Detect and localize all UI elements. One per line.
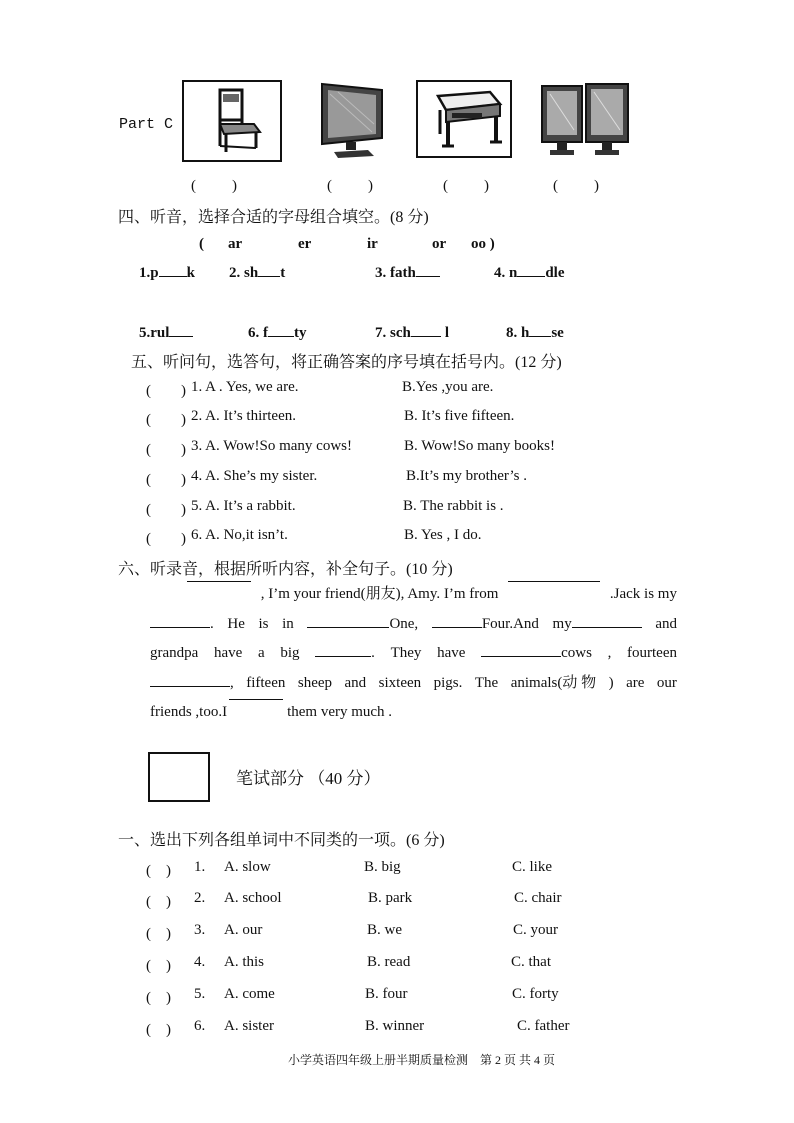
letter-option: er [298, 236, 312, 252]
passage-text: ) [608, 674, 614, 691]
passage-text: and [655, 615, 677, 632]
fill-item-pre: 6. f [248, 325, 268, 341]
fill-item [139, 325, 193, 342]
option-a: 3. A. Wow!So many cows! [191, 438, 353, 454]
fill-blank[interactable] [508, 580, 600, 582]
question-number: 3. [194, 922, 206, 938]
question-number: 1. [194, 859, 206, 875]
fill-item-pre: 5.rul [139, 325, 170, 341]
passage-line [150, 639, 677, 669]
answer-paren-4[interactable]: ( ) [553, 178, 601, 194]
passage-text: They [390, 645, 422, 661]
passage-text: 动 物 [562, 674, 597, 691]
passage-text: them very much . [287, 704, 393, 720]
part-c-label: Part C [119, 116, 174, 133]
option-c: C. that [511, 954, 551, 970]
option-b: B.It’s my brother’s . [406, 468, 527, 484]
option-a: 5. A. It’s a rabbit. [191, 498, 296, 514]
chair-picture [182, 80, 282, 162]
option-c: C. father [517, 1018, 570, 1034]
passage-text: in [282, 615, 294, 632]
answer-paren[interactable]: ( ) [146, 1022, 171, 1038]
fill-item-post: dle [545, 265, 565, 281]
desk-picture [416, 80, 512, 158]
option-a: A. slow [224, 859, 271, 875]
passage-text: pigs. [433, 674, 463, 691]
fill-blank[interactable] [258, 275, 280, 277]
passage-text: are [626, 674, 645, 691]
option-b: B. park [368, 890, 413, 906]
option-b: B. we [367, 922, 402, 938]
passage-line [150, 580, 677, 610]
option-b: B. Wow!So many books! [404, 438, 556, 454]
passage-text: , I’m your friend(朋友), Amy. I’m from [260, 586, 499, 602]
passage-text: animals( [510, 674, 563, 691]
passage-text: , [230, 674, 234, 691]
passage-text: He [227, 615, 245, 632]
section5-title: 五、听问句，选答句，将正确答案的序号填在括号内。(12 分) [131, 354, 562, 371]
option-a: 1. A . Yes, we are. [191, 379, 299, 395]
passage-text: fifteen [246, 674, 286, 691]
option-b: B. It’s five fifteen. [404, 408, 515, 424]
letter-option: oo ) [471, 236, 495, 252]
fill-item-pre: 4. n [494, 265, 518, 281]
fill-blank[interactable] [169, 335, 193, 337]
fill-item-pre: 2. sh [229, 265, 259, 281]
passage-line [150, 610, 677, 640]
passage-text: cows [561, 645, 592, 661]
option-b: B.Yes ,you are. [402, 379, 494, 395]
option-b: B. The rabbit is . [403, 498, 504, 514]
fill-item [248, 325, 307, 342]
passage-text: friends ,too.I [150, 704, 228, 720]
answer-paren[interactable]: ( ) [146, 958, 171, 974]
fill-item-pre: 8. h [506, 325, 530, 341]
passage-text: Four.And [481, 615, 539, 632]
fill-blank[interactable] [187, 580, 251, 582]
option-a: A. this [224, 954, 265, 970]
computers-picture [540, 80, 630, 158]
score-box[interactable] [148, 752, 210, 802]
section1-title: 一、选出下列各组单词中不同类的一项。(6 分) [118, 832, 445, 849]
fill-blank[interactable] [416, 275, 440, 277]
option-b: B. big [364, 859, 401, 875]
fill-item-post: ty [294, 325, 307, 341]
option-b: B. four [365, 986, 408, 1002]
fill-item-post: k [186, 265, 195, 281]
fill-blank[interactable] [268, 335, 294, 337]
answer-paren[interactable]: ( ) [146, 990, 171, 1006]
answer-paren-2[interactable]: ( ) [327, 178, 375, 194]
option-b: B. Yes , I do. [404, 527, 482, 543]
written-part-title: 笔试部分 （40 分） [236, 769, 381, 788]
passage-text: and [344, 674, 367, 691]
option-c: C. your [513, 922, 558, 938]
answer-paren[interactable]: ( ) [146, 472, 186, 488]
letter-option: ar [228, 236, 243, 252]
option-a: 2. A. It’s thirteen. [191, 408, 296, 424]
option-b: B. winner [365, 1018, 425, 1034]
answer-paren[interactable]: ( ) [146, 442, 186, 458]
passage-text: . [371, 645, 375, 661]
option-b: B. read [367, 954, 411, 970]
page-footer: 小学英语四年级上册半期质量检测 第 2 页 共 4 页 [288, 1053, 556, 1067]
option-a: 4. A. She’s my sister. [191, 468, 318, 484]
fill-item-post: se [551, 325, 564, 341]
passage-text: have [213, 645, 243, 661]
option-a: A. school [224, 890, 282, 906]
passage-text: sixteen [378, 674, 422, 691]
passage [150, 580, 677, 728]
fill-blank[interactable] [572, 626, 642, 628]
section4-title: 四、听音，选择合适的字母组合填空。(8 分) [118, 209, 429, 226]
fill-blank[interactable] [411, 335, 441, 337]
fill-blank[interactable] [307, 626, 389, 628]
passage-text: . [210, 615, 214, 632]
desk-icon [418, 82, 510, 156]
letter-option: ( [199, 236, 204, 252]
fill-blank[interactable] [517, 275, 545, 277]
answer-paren[interactable]: ( ) [146, 502, 186, 518]
passage-text: , [607, 645, 612, 661]
fill-item-pre: 7. sch [375, 325, 411, 341]
answer-paren[interactable]: ( ) [146, 412, 186, 428]
fill-item [229, 265, 285, 282]
fill-item-post: l [444, 325, 450, 341]
passage-text: grandpa [150, 645, 199, 661]
passage-text: my [552, 615, 572, 632]
fill-blank[interactable] [150, 685, 230, 687]
fill-item [139, 265, 195, 282]
passage-text: a [257, 645, 265, 661]
answer-paren[interactable]: ( ) [146, 894, 171, 910]
fill-blank[interactable] [150, 626, 210, 628]
passage-text: fourteen [627, 645, 677, 661]
question-number: 6. [194, 1018, 206, 1034]
computer-picture [316, 80, 388, 160]
question-number: 4. [194, 954, 206, 970]
fill-blank[interactable] [481, 655, 561, 657]
answer-paren[interactable]: ( ) [146, 926, 171, 942]
passage-text: The [474, 674, 499, 691]
fill-blank[interactable] [315, 655, 371, 657]
passage-line [150, 669, 677, 699]
fill-item-pre: 3. fath [375, 265, 416, 281]
fill-blank[interactable] [529, 335, 551, 337]
fill-item-pre: 1.p [139, 265, 159, 281]
fill-blank[interactable] [229, 698, 283, 700]
letter-option: or [432, 236, 447, 252]
answer-paren-3[interactable]: ( ) [443, 178, 491, 194]
passage-text: .Jack is my [609, 586, 677, 602]
answer-paren[interactable]: ( ) [146, 863, 171, 879]
answer-paren-1[interactable]: ( ) [191, 178, 239, 194]
computer-monitor-icon [316, 80, 388, 160]
option-a: A. come [224, 986, 275, 1002]
option-c: C. like [512, 859, 552, 875]
fill-blank[interactable] [159, 275, 187, 277]
option-a: A. sister [224, 1018, 274, 1034]
option-a: A. our [224, 922, 263, 938]
section6-title: 六、听录音，根据所听内容，补全句子。(10 分) [118, 561, 453, 578]
fill-item [506, 325, 564, 342]
question-number: 5. [194, 986, 206, 1002]
fill-item [375, 325, 449, 342]
fill-blank[interactable] [432, 626, 482, 628]
passage-text: big [280, 645, 300, 661]
passage-text: is [258, 615, 269, 632]
fill-item [375, 265, 440, 282]
option-c: C. forty [512, 986, 559, 1002]
computers-icon [540, 80, 630, 158]
answer-paren[interactable]: ( ) [146, 531, 186, 547]
passage-line [150, 698, 677, 728]
fill-item-post: t [280, 265, 286, 281]
passage-text: One, [389, 615, 419, 632]
letter-option: ir [367, 236, 378, 252]
passage-text: have [437, 645, 466, 661]
option-a: 6. A. No,it isn’t. [191, 527, 288, 543]
passage-text: sheep [297, 674, 333, 691]
fill-item [494, 265, 565, 282]
answer-paren[interactable]: ( ) [146, 383, 186, 399]
chair-icon [184, 82, 280, 160]
question-number: 2. [194, 890, 206, 906]
passage-text: our [656, 674, 677, 691]
option-c: C. chair [514, 890, 562, 906]
